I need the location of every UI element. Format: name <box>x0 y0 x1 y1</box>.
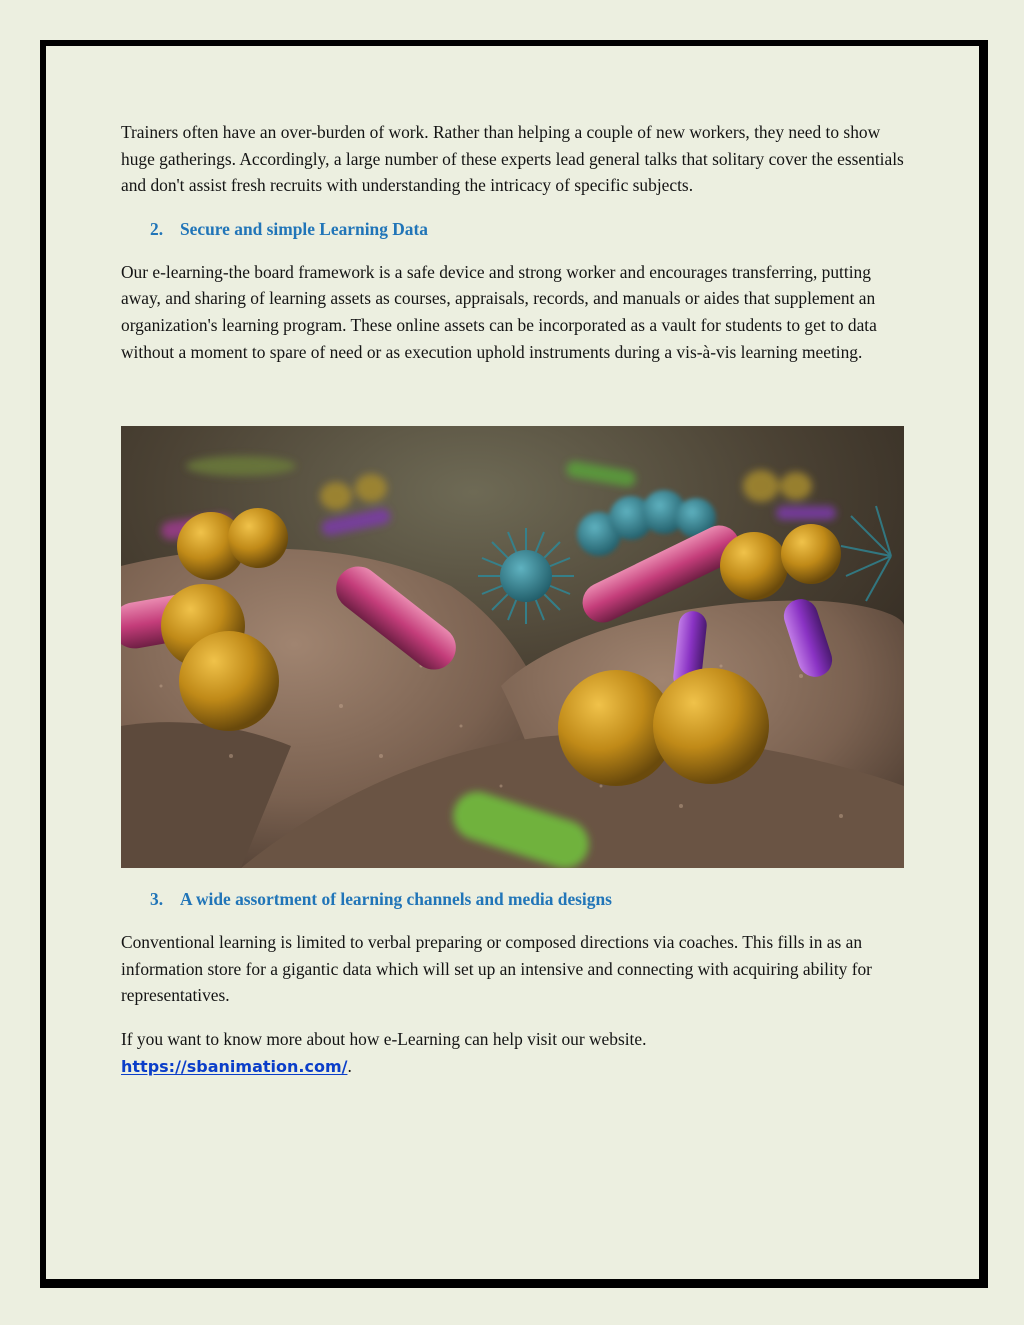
paragraph-channels: Conventional learning is limited to verbal preparing or composed directions via coaches. This fills in as an information store for a gigantic data which will set up an intensive and connecting with acquiring ability for representatives. <box>121 932 872 1006</box>
document-body <box>121 119 906 1080</box>
heading-text: A wide assortment of learning channels and media designs <box>180 889 612 910</box>
paragraph-cta <box>121 1026 906 1080</box>
heading-text: Secure and simple Learning Data <box>180 218 428 239</box>
paragraph-intro: Trainers often have an over-burden of work. Rather than helping a couple of new workers, they need to show huge gatherings. Accordingly, a large number of these experts lead general talks that solitary cover the essentials and don't assist fresh recruits with understanding the intricacy of specific subjects. <box>121 122 904 196</box>
website-link[interactable]: https://sbanimation.com/ <box>121 1056 348 1076</box>
heading-number: 2. <box>150 218 164 239</box>
cta-text: If you want to know more about how e-Learning can help visit our website. <box>121 1028 647 1049</box>
heading-secure-learning-data <box>121 216 906 242</box>
heading-number: 3. <box>150 889 164 910</box>
bacteria-illustration <box>121 426 904 868</box>
heading-learning-channels <box>121 886 906 912</box>
paragraph-secure-data: Our e-learning-the board framework is a safe device and strong worker and encourages transferring, putting away, and sharing of learning assets as courses, appraisals, records, and manuals or aides that supplement an organization's learning program. These online assets can be incorporated as a vault for students to get to data without a moment to spare of need or as execution uphold instruments during a vis-à-vis learning meeting. <box>121 261 877 362</box>
cta-period: . <box>347 1055 352 1076</box>
